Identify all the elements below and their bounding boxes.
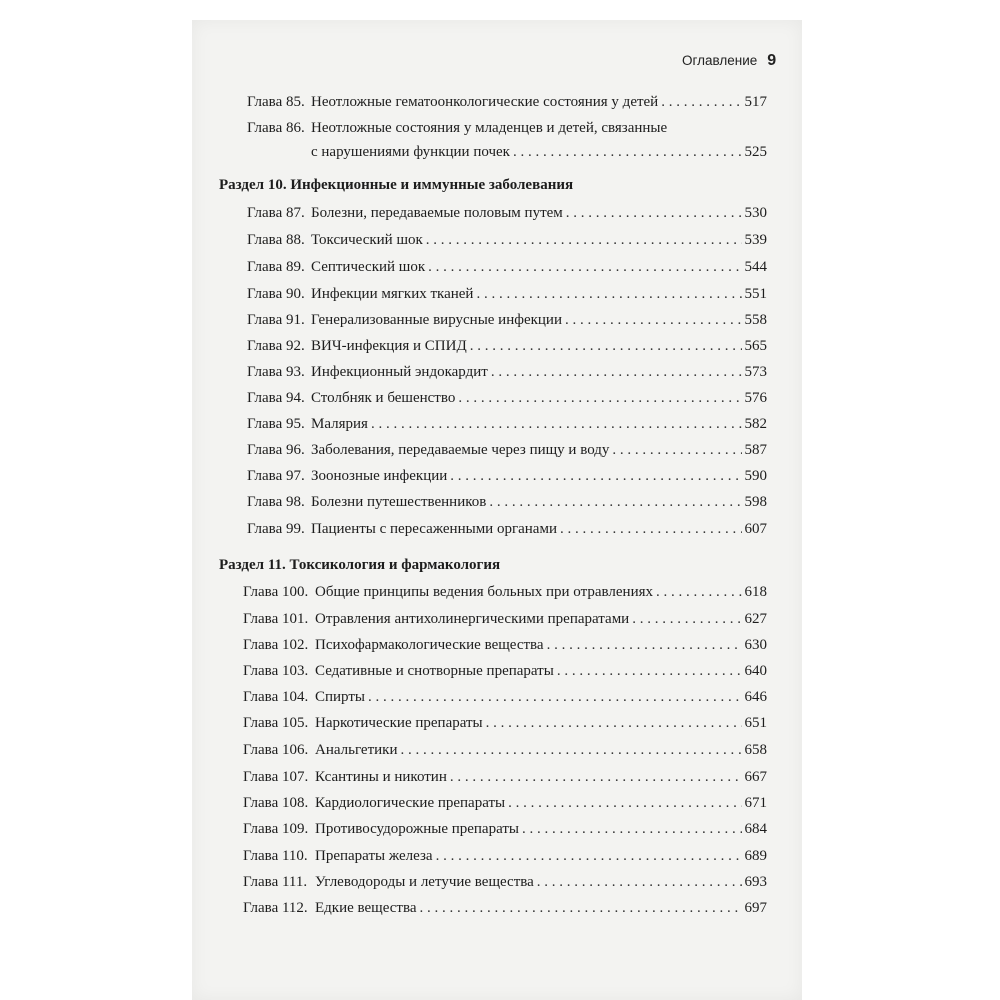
dot-leader [470,337,742,356]
chapter-number: Глава 106. [243,742,309,758]
dot-leader [560,520,742,539]
dot-leader [371,415,742,434]
chapter-number: Глава 101. [243,611,309,627]
chapter-number: Глава 103. [243,663,309,679]
chapter-title: Кардиологические препараты [315,795,506,811]
toc-entry[interactable] [247,520,767,539]
chapter-number: Глава 98. [247,494,305,510]
dot-leader [428,258,741,277]
chapter-title: Противосудорожные препараты [315,821,519,837]
dot-leader [566,204,742,223]
dot-leader [420,899,742,918]
chapter-page: 607 [744,521,767,537]
chapter-number: Глава 94. [247,390,305,406]
chapter-page: 689 [744,848,767,864]
chapter-title: Спирты [315,689,365,705]
dot-leader [476,285,741,304]
dot-leader [557,662,742,681]
chapter-title: Углеводороды и летучие вещества [315,874,534,890]
chapter-page: 565 [744,338,767,354]
chapter-page: 598 [744,494,767,510]
chapter-number: Глава 109. [243,821,309,837]
chapter-title: Отравления антихолинергическими препаратами [315,611,630,627]
chapter-page: 684 [744,821,767,837]
chapter-number: Глава 105. [243,715,309,731]
chapter-page: 544 [744,259,767,275]
toc-entry[interactable] [243,662,767,681]
chapter-page: 573 [744,364,767,380]
dot-leader [537,873,742,892]
chapter-title: Ксантины и никотин [315,769,447,785]
toc-entry[interactable] [247,204,767,223]
chapter-page: 590 [744,468,767,484]
dot-leader [486,714,742,733]
chapter-title: ВИЧ-инфекция и СПИД [311,338,467,354]
chapter-page: 630 [744,637,767,653]
chapter-page: 525 [744,144,767,160]
chapter-title-continued: с нарушениями функции почек [311,144,510,160]
toc-entry[interactable] [247,258,767,277]
chapter-number: Глава 90. [247,286,305,302]
chapter-title: Инфекционный эндокардит [311,364,488,380]
chapter-number: Глава 91. [247,312,305,328]
chapter-page: 671 [744,795,767,811]
chapter-number: Глава 89. [247,259,305,275]
chapter-title: Едкие вещества [315,900,417,916]
chapter-title: Пациенты с пересаженными органами [311,521,557,537]
dot-leader [656,583,742,602]
chapter-title: Психофармакологические вещества [315,637,544,653]
chapter-title: Генерализованные вирусные инфекции [311,312,562,328]
chapter-page: 576 [744,390,767,406]
toc-entry[interactable] [243,688,767,707]
toc-entry[interactable] [243,820,767,839]
chapter-number: Глава 108. [243,795,309,811]
toc-entry[interactable] [247,285,767,304]
chapter-title: Анальгетики [315,742,398,758]
chapter-page: 530 [744,205,767,221]
chapter-number: Глава 87. [247,205,305,221]
chapter-title: Наркотические препараты [315,715,483,731]
dot-leader [513,143,742,162]
toc-entry[interactable] [243,610,767,629]
toc-entry[interactable] [247,389,767,408]
dot-leader [489,493,741,512]
toc-entry[interactable] [243,714,767,733]
chapter-title: Столбняк и бешенство [311,390,456,406]
toc-entry[interactable] [247,311,767,330]
chapter-title: Малярия [311,416,368,432]
toc-entry[interactable] [243,583,767,602]
toc-entry[interactable] [243,899,767,918]
toc-entry[interactable] [247,231,767,250]
toc-entry[interactable] [243,768,767,787]
dot-leader [450,467,741,486]
chapter-number: Глава 100. [243,584,309,600]
chapter-page: 697 [744,900,767,916]
toc-entry[interactable] [243,794,767,813]
chapter-title: Седативные и снотворные препараты [315,663,554,679]
chapter-page: 651 [744,715,767,731]
chapter-title: Болезни путешественников [311,494,487,510]
dot-leader [426,231,742,250]
dot-leader [491,363,742,382]
chapter-page: 558 [744,312,767,328]
dot-leader [368,688,742,707]
chapter-number: Глава 96. [247,442,305,458]
chapter-title: Заболевания, передаваемые через пищу и воду [311,442,610,458]
toc-entry[interactable] [247,493,767,512]
dot-leader [565,311,742,330]
chapter-title: Болезни, передаваемые половым путем [311,205,563,221]
chapter-page: 539 [744,232,767,248]
chapter-number: Глава 97. [247,468,305,484]
dot-leader [547,636,742,655]
chapter-page: 517 [744,94,767,110]
chapter-page: 618 [744,584,767,600]
chapter-number: Глава 88. [247,232,305,248]
chapter-number: Глава 95. [247,416,305,432]
dot-leader [661,93,741,112]
page-number: 9 [767,52,777,69]
toc-entry[interactable] [243,741,767,760]
chapter-page: 582 [744,416,767,432]
toc-entry[interactable] [247,363,767,382]
chapter-number: Глава 85. [247,94,305,110]
chapter-title: Инфекции мягких тканей [311,286,474,302]
chapter-number: Глава 99. [247,521,305,537]
chapter-number: Глава 93. [247,364,305,380]
chapter-number: Глава 92. [247,338,305,354]
dot-leader [450,768,742,787]
chapter-title: Общие принципы ведения больных при отравлениях [315,584,653,600]
chapter-number: Глава 107. [243,769,309,785]
toc-entry[interactable] [243,873,767,892]
chapter-number: Глава 111. [243,874,308,890]
toc-entry[interactable] [247,441,767,460]
chapter-page: 551 [744,286,767,302]
chapter-number: Глава 86. [247,120,305,136]
toc-entry[interactable] [247,93,767,112]
toc-entry[interactable] [247,415,767,434]
dot-leader [522,820,742,839]
toc-entry[interactable] [243,636,767,655]
chapter-title: Неотложные состояния у младенцев и детей, связанные [311,120,668,136]
section-heading[interactable]: Раздел 11. Токсикология и фармакология [219,557,501,573]
section-heading[interactable]: Раздел 10. Инфекционные и иммунные заболевания [219,177,574,193]
chapter-number: Глава 104. [243,689,309,705]
chapter-title: Токсический шок [311,232,423,248]
chapter-page: 627 [744,611,767,627]
dot-leader [612,441,741,460]
dot-leader [458,389,741,408]
dot-leader [401,741,742,760]
chapter-page: 658 [744,742,767,758]
toc-entry[interactable] [247,119,767,162]
chapter-number: Глава 102. [243,637,309,653]
chapter-page: 587 [744,442,767,458]
running-header-title: Оглавление [682,53,758,68]
toc-entry[interactable] [247,467,767,486]
chapter-title: Зоонозные инфекции [311,468,448,484]
chapter-title: Неотложные гематоонкологические состояния у детей [311,94,659,110]
chapter-page: 667 [744,769,767,785]
chapter-number: Глава 112. [243,900,308,916]
dot-leader [436,847,742,866]
dot-leader [632,610,741,629]
chapter-title: Септический шок [311,259,426,275]
toc-entry[interactable] [247,337,767,356]
chapter-number: Глава 110. [243,848,308,864]
chapter-page: 640 [744,663,767,679]
chapter-title: Препараты железа [315,848,433,864]
chapter-page: 693 [744,874,767,890]
toc-entry[interactable] [243,847,767,866]
dot-leader [508,794,741,813]
chapter-page: 646 [744,689,767,705]
